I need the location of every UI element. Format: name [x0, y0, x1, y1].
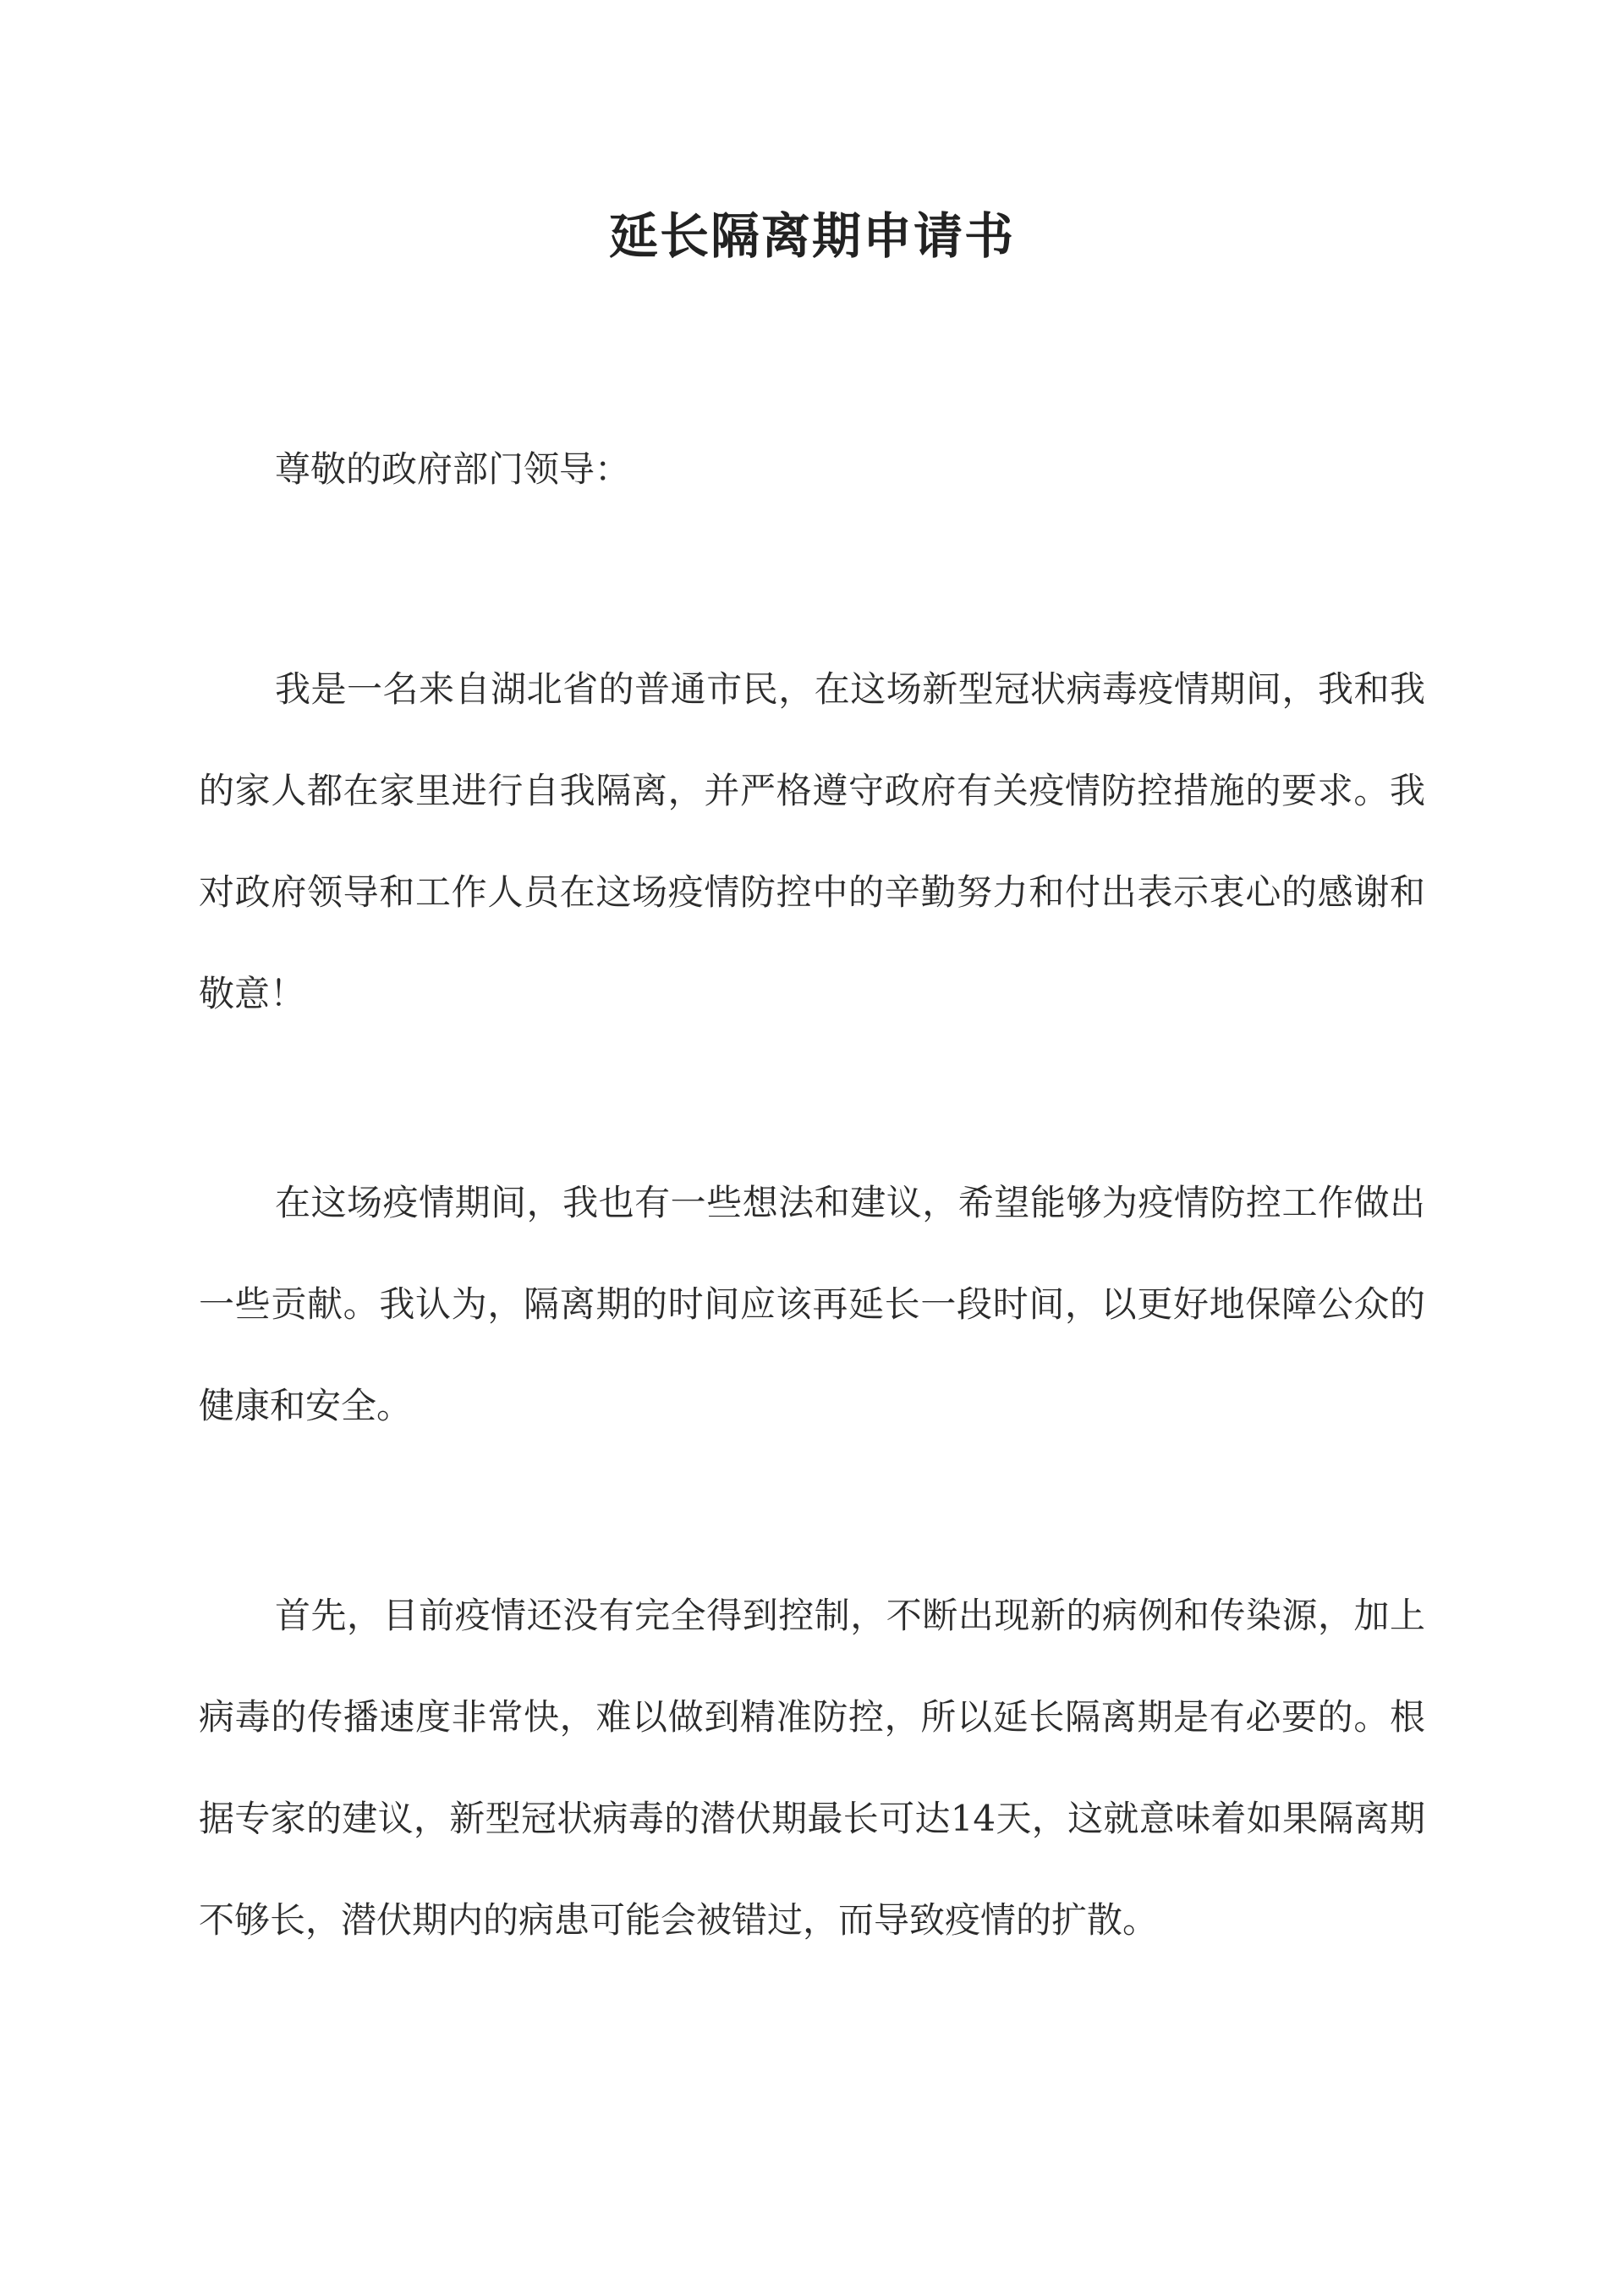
salutation: 尊敬的政府部门领导： — [275, 448, 631, 490]
paragraph-3: 首先，目前疫情还没有完全得到控制，不断出现新的病例和传染源，加上病毒的传播速度非常快，难以做到精准防控，所以延长隔离期是有必要的。根据专家的建议，新型冠状病毒的潜伏期最长可达14天，这就意味着如果隔离期不够长，潜伏期内的病患可能会被错过，而导致疫情的扩散。 — [199, 1595, 1425, 1941]
document-title: 延长隔离期申请书 — [608, 207, 1015, 265]
paragraph-2: 在这场疫情期间，我也有一些想法和建议，希望能够为疫情防控工作做出一些贡献。我认为，隔离期的时间应该再延长一段时间，以更好地保障公众的健康和安全。 — [199, 1182, 1425, 1426]
paragraph-1: 我是一名来自湖北省的普通市民，在这场新型冠状病毒疫情期间，我和我的家人都在家里进行自我隔离，并严格遵守政府有关疫情防控措施的要求。我对政府领导和工作人员在这场疫情防控中的辛勤努力和付出表示衷心的感谢和敬意！ — [199, 668, 1425, 1014]
